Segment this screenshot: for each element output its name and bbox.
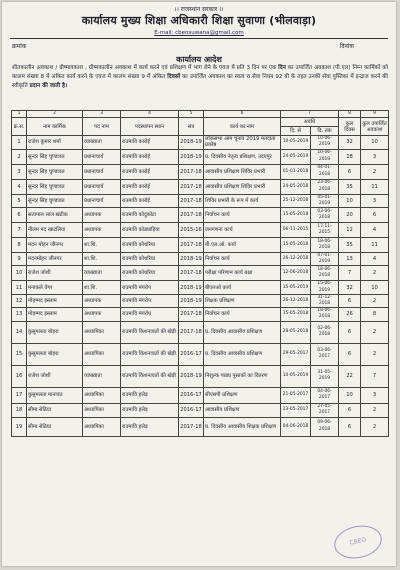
cell-school: राउमावि कारोई — [121, 194, 179, 207]
cell-to: 27-05-2017 — [311, 403, 339, 417]
cell-pl: 11 — [361, 179, 389, 194]
cell-sno: 4 — [12, 179, 27, 194]
cell-from: 24-05-2019 — [281, 149, 311, 164]
reference-date: दिनांक — [339, 43, 354, 50]
table-row — [12, 179, 389, 194]
cell-pl: 3 — [361, 194, 389, 207]
cell-post: अध्यापिका — [83, 321, 121, 343]
header-row — [12, 118, 389, 127]
cell-to: 09-06-2018 — [311, 417, 339, 436]
cell-to: 17-11-2015 — [311, 223, 339, 238]
paragraph-bold: दिन — [278, 65, 286, 71]
table-row — [12, 321, 389, 343]
header-name: नाम कार्मिक — [27, 118, 83, 136]
leave-table — [11, 110, 389, 437]
govt-header: ।। राजस्थान सरकार ।। — [174, 6, 224, 13]
reference-number: क्रमांक — [12, 43, 27, 50]
cell-from: 15-05-2018 — [281, 308, 311, 321]
table-row — [12, 136, 389, 149]
cell-pl: 4 — [361, 253, 389, 266]
cell-year: 2018-19 — [179, 365, 204, 387]
column-number-row — [12, 111, 389, 118]
header-days: कुल दिवस — [339, 118, 361, 136]
cell-work: प्र. दिवसीय आवासीय शिक्षक प्रशिक्षण — [204, 417, 281, 436]
table-row — [12, 281, 389, 294]
table-row — [12, 343, 389, 365]
cell-days: 26 — [339, 308, 361, 321]
cell-pl: 2 — [361, 294, 389, 307]
cell-sno: 15 — [12, 343, 27, 365]
cell-to: 10-06-2019 — [311, 149, 339, 164]
cell-sno: 12 — [12, 294, 27, 307]
cell-days: 6 — [339, 164, 361, 179]
cell-post: व्याख्याता — [83, 266, 121, 281]
cell-pl: 10 — [361, 281, 389, 294]
cell-school: राउमावि हलेड़ — [121, 417, 179, 436]
office-stamp: CBEO — [331, 521, 385, 562]
order-paragraph — [12, 64, 388, 92]
cell-sno: 7 — [12, 223, 27, 238]
cell-school: राउमावि हलेड़ — [121, 403, 179, 417]
cell-name: सीमा सेठिया — [27, 403, 83, 417]
cell-name: कुसुमलता बोहरा — [27, 343, 83, 365]
colnum-cell: 5 — [179, 111, 204, 118]
cell-school: राउमावि हलेड़ — [121, 387, 179, 403]
colnum-cell: 1 — [12, 111, 27, 118]
cell-name: सुन्दर सिंह चुण्डावत — [27, 194, 83, 207]
cell-days: 6 — [339, 294, 361, 307]
cell-from: 06-11-2015 — [281, 223, 311, 238]
cell-to: 03-06-2017 — [311, 343, 339, 365]
cell-school: राउमावि किशनावतों की खेड़ी — [121, 365, 179, 387]
cell-year: 2017-18 — [179, 164, 204, 179]
cell-days: 6 — [339, 343, 361, 365]
cell-work: सीएसपी प्रशिक्षण — [204, 387, 281, 403]
cell-to: 02-06-2018 — [311, 321, 339, 343]
cell-pl: 6 — [361, 208, 389, 223]
cell-name: सीमा सेठिया — [27, 417, 83, 436]
cell-year: 2018-19 — [179, 281, 204, 294]
cell-sno: 9 — [12, 253, 27, 266]
cell-post: प्रधानाचार्य — [83, 164, 121, 179]
cell-year: 2017-18 — [179, 238, 204, 253]
cell-work: जनगणना कार्य — [204, 223, 281, 238]
cell-days: 35 — [339, 238, 361, 253]
cell-from: 21-05-2017 — [281, 387, 311, 403]
cell-from: 10-05-2019 — [281, 136, 311, 149]
cell-sno: 16 — [12, 365, 27, 387]
cell-sno: 14 — [12, 321, 27, 343]
cell-year: 2017-18 — [179, 308, 204, 321]
cell-year: 2017-18 — [179, 208, 204, 223]
cell-pl: 2 — [361, 164, 389, 179]
cell-days: 32 — [339, 281, 361, 294]
cell-name: मदनमोहन जीनगर — [27, 253, 83, 266]
office-email: E-mail: cbeosuwana@gmail.com — [154, 30, 244, 36]
cell-year: 2016-17 — [179, 343, 204, 365]
cell-days: 6 — [339, 403, 361, 417]
cell-year: 2016-17 — [179, 387, 204, 403]
cell-name: राजेश जोशी — [27, 266, 83, 281]
cell-name: राजेश जोशी — [27, 365, 83, 387]
cell-name: मनाकले वेगर — [27, 281, 83, 294]
cell-sno: 1 — [12, 136, 27, 149]
cell-days: 10 — [339, 387, 361, 403]
colnum-cell: 8 — [339, 111, 361, 118]
table-row — [12, 149, 389, 164]
header-period: अवधि — [281, 118, 339, 127]
table-row — [12, 403, 389, 417]
cell-school: राउमावि कोथरिया — [121, 238, 179, 253]
paragraph-bold: प्रदान की जाती है। — [29, 83, 68, 90]
cell-sno: 6 — [12, 208, 27, 223]
cell-name: सुन्दर सिंह चुण्डावत — [27, 149, 83, 164]
cell-name: सुन्दर सिंह चुण्डावत — [27, 179, 83, 194]
table-row — [12, 238, 389, 253]
cell-work: प्र. दिवसीय नेतृत्व प्रशिक्षण, उदयपुर — [204, 149, 281, 164]
cell-from: 15-05-2018 — [281, 238, 311, 253]
cell-post: शा.शि. — [83, 253, 121, 266]
cell-school: राउमावि कारोई — [121, 164, 179, 179]
header-from: दि. से — [281, 127, 311, 136]
table-row — [12, 387, 389, 403]
cell-school: राउमावि कारोई — [121, 136, 179, 149]
cell-to: 18-06-2018 — [311, 238, 339, 253]
cell-work: बी.एल.ओ. कार्य — [204, 238, 281, 253]
cell-days: 20 — [339, 208, 361, 223]
cell-days: 13 — [339, 253, 361, 266]
cell-sno: 2 — [12, 149, 27, 164]
cell-days: 7 — [339, 266, 361, 281]
cell-work: प्र. दिवसीय आवासीय प्रशिक्षण — [204, 321, 281, 343]
cell-year: 2016-17 — [179, 403, 204, 417]
cell-work: निशुल्क पाठ्य पुस्तकों का वितरण — [204, 365, 281, 387]
header-divider — [10, 38, 388, 39]
cell-post: शा.शि. — [83, 238, 121, 253]
office-title: कार्यालय मुख्य शिक्षा अधिकारी शिक्षा सुवाणा (भीलवाड़ा) — [81, 14, 317, 27]
cell-school: राउमावि कोथरिया — [121, 253, 179, 266]
cell-work: निर्वाचन कार्य — [204, 208, 281, 223]
cell-from: 04-06-2018 — [281, 417, 311, 436]
header-sno: क्र.स. — [12, 118, 27, 136]
cell-name: मोहम्मद इस्लाम — [27, 308, 83, 321]
cell-from: 12-06-2018 — [281, 266, 311, 281]
cell-to: 05-01-2019 — [311, 194, 339, 207]
cell-to: 15-06-2019 — [311, 281, 339, 294]
cell-name: मोहम्मद इस्लाम — [27, 294, 83, 307]
cell-work: परीक्षा परिणाम कार्य बक्षा — [204, 266, 281, 281]
cell-year: 2017-18 — [179, 266, 204, 281]
table-row — [12, 294, 389, 307]
cell-name: राजेश कुमार शर्मा — [27, 136, 83, 149]
cell-pl: 3 — [361, 149, 389, 164]
cell-year: 2015-16 — [179, 223, 204, 238]
cell-name: सत्यपाल लाल खटीक — [27, 208, 83, 223]
cell-school: राउमावि कोथरिया — [121, 266, 179, 281]
colnum-cell: 9 — [361, 111, 389, 118]
cell-days: 22 — [339, 365, 361, 387]
cell-school: राउमावि कोठ्याड़िया — [121, 223, 179, 238]
paragraph-bold: दिवसों — [167, 74, 181, 81]
table-row — [12, 208, 389, 223]
colnum-cell: 3 — [83, 111, 121, 118]
header-to: दि. तक — [311, 127, 339, 136]
cell-post: प्रधानाचार्य — [83, 194, 121, 207]
cell-to: 18-06-2018 — [311, 266, 339, 281]
cell-work: निर्वाचन कार्य — [204, 308, 281, 321]
cell-sno: 18 — [12, 403, 27, 417]
cell-from: 15-05-2019 — [281, 281, 311, 294]
cell-pl: 2 — [361, 417, 389, 436]
cell-post: अध्यापिका — [83, 403, 121, 417]
paragraph-text: का उपार्जित अवकाश का स्वत्व रा.सेवा नियम 92 बी के तहत उनकी सेवा पुस्तिका में इन्द्राज करने की स्वीकृति — [12, 74, 389, 90]
cell-pl: 2 — [361, 343, 389, 365]
cell-work: शिविर प्रभारी के रूप में कार्य — [204, 194, 281, 207]
cell-post: प्रधानाचार्य — [83, 149, 121, 164]
cell-post: व्याख्याता — [83, 136, 121, 149]
cell-post: अध्यापिका — [83, 387, 121, 403]
header-work: कार्य का नाम — [204, 118, 281, 136]
cell-sno: 8 — [12, 238, 27, 253]
cell-to: 31-05-2019 — [311, 365, 339, 387]
table-row — [12, 365, 389, 387]
table-row — [12, 308, 389, 321]
paragraph-text: शीतकालीन अवकाश / ग्रीष्मावकाश , ग्रीष्मकालीन अवकाश में कार्य करने एवं प्रशिक्षण में भाग लेने के एवज में प्रति 3 दिन पर एक — [12, 65, 279, 71]
cell-from: 28-05-2018 — [281, 321, 311, 343]
colnum-cell: 6 — [204, 111, 281, 118]
cell-sno: 17 — [12, 387, 27, 403]
cell-pl: 2 — [361, 321, 389, 343]
cell-to: 23-06-2018 — [311, 179, 339, 194]
cell-work: शिक्षक प्रशिक्षण — [204, 294, 281, 307]
table-row — [12, 223, 389, 238]
cell-year: 2017-18 — [179, 417, 204, 436]
cell-days: 32 — [339, 136, 361, 149]
cell-school: राउमावि मंगरोप — [121, 294, 179, 307]
cell-from: 26-12-2018 — [281, 294, 311, 307]
cell-post: अध्यापक — [83, 223, 121, 238]
cell-from: 23-05-2017 — [281, 403, 311, 417]
table-row — [12, 417, 389, 436]
cell-to: 18-06-2018 — [311, 308, 339, 321]
cell-from: 26-12-2018 — [281, 253, 311, 266]
header-pl: कुल उपार्जित अवकाश — [361, 118, 389, 136]
cell-from: 10-05-2019 — [281, 365, 311, 387]
cell-school: राउमावि मंगरोप — [121, 281, 179, 294]
cell-year: 2018-19 — [179, 253, 204, 266]
cell-from: 01-01-2018 — [281, 164, 311, 179]
table-row — [12, 266, 389, 281]
colnum-cell: 2 — [27, 111, 83, 118]
cell-from: 25-12-2018 — [281, 194, 311, 207]
header-year: सत्र — [179, 118, 204, 136]
cell-work: आवासीय प्रशिक्षण शिविर प्रभारी — [204, 164, 281, 179]
table-row — [12, 253, 389, 266]
table-row — [12, 164, 389, 179]
cell-school: राउमावि किशनावतों की खेड़ी — [121, 343, 179, 365]
cell-work: लोकसभा आम चुनाव 2019 मतदाता प्रकोष्ठ — [204, 136, 281, 149]
cell-from: 29-05-2017 — [281, 343, 311, 365]
cell-school: राउमावि किशनावतों की खेड़ी — [121, 321, 179, 343]
order-document — [2, 2, 396, 566]
cell-pl: 3 — [361, 387, 389, 403]
cell-pl: 2 — [361, 403, 389, 417]
colnum-cell: 7 — [281, 111, 339, 118]
paragraph-text: का उपार्जित अवकाश (पी.एल) निम्न कार्मिकों को कालम संख्या 8 में अंकित कार्य करने के एवज में कालम संख्या 9 में अंकित — [12, 65, 388, 81]
cell-name: सुन्दर सिंह चुण्डावत — [27, 164, 83, 179]
cell-post: अध्यापिका — [83, 343, 121, 365]
cell-pl: 11 — [361, 238, 389, 253]
cell-pl: 8 — [361, 308, 389, 321]
cell-year: 2018-19 — [179, 294, 204, 307]
cell-year: 2018-19 — [179, 136, 204, 149]
cell-days: 10 — [339, 194, 361, 207]
cell-to: 07-01-2019 — [311, 253, 339, 266]
cell-year: 2017-18 — [179, 179, 204, 194]
cell-days: 35 — [339, 179, 361, 194]
cell-sno: 19 — [12, 417, 27, 436]
cell-post: अध्यापिका — [83, 417, 121, 436]
cell-school: राउमावि मंगरोप — [121, 308, 179, 321]
table-row — [12, 194, 389, 207]
cell-pl: 4 — [361, 223, 389, 238]
cell-school: राउमावि कारोई — [121, 179, 179, 194]
cell-post: व्याख्याता — [83, 365, 121, 387]
cell-sno: 5 — [12, 194, 27, 207]
cell-to: 03-06-2018 — [311, 208, 339, 223]
cell-days: 6 — [339, 321, 361, 343]
cell-school: राउमावि कारोई — [121, 149, 179, 164]
header-post: पद नाम — [83, 118, 121, 136]
cell-days: 6 — [339, 417, 361, 436]
cell-from: 24-05-2018 — [281, 179, 311, 194]
cell-work: आवासीय प्रशिक्षण शिविर प्रभारी — [204, 179, 281, 194]
order-title: कार्यालय आदेश — [176, 55, 222, 64]
cell-sno: 13 — [12, 308, 27, 321]
cell-to: 04-06-2017 — [311, 387, 339, 403]
cell-pl: 2 — [361, 266, 389, 281]
cell-work: प्र. दिवसीय आवासीय प्रशिक्षण — [204, 343, 281, 365]
cell-sno: 10 — [12, 266, 27, 281]
cell-pl: 7 — [361, 365, 389, 387]
cell-year: 2017-18 — [179, 194, 204, 207]
cell-work: आवासीय प्रशिक्षण — [204, 403, 281, 417]
cell-work: निर्वाचन कार्य — [204, 253, 281, 266]
cell-from: 15-05-2018 — [281, 208, 311, 223]
colnum-cell: 4 — [121, 111, 179, 118]
cell-days: 12 — [339, 223, 361, 238]
cell-post: अध्यापक — [83, 294, 121, 307]
cell-school: राउमावि कोदुकोटा — [121, 208, 179, 223]
cell-to: 10-06-2019 — [311, 136, 339, 149]
cell-post: प्रधानाचार्य — [83, 179, 121, 194]
header-school: पदस्थापन स्थान — [121, 118, 179, 136]
cell-post: शा.शि. — [83, 281, 121, 294]
cell-post: अध्यापक — [83, 308, 121, 321]
cell-to: 31-12-2018 — [311, 294, 339, 307]
cell-days: 18 — [339, 149, 361, 164]
cell-name: कुसुमलता मानावत — [27, 387, 83, 403]
cell-post: अध्यापक — [83, 208, 121, 223]
cell-year: 2017-18 — [179, 321, 204, 343]
cell-sno: 3 — [12, 164, 27, 179]
cell-to: 04-01-2018 — [311, 164, 339, 179]
cell-sno: 11 — [12, 281, 27, 294]
cell-name: कुसुमलता बोहरा — [27, 321, 83, 343]
cell-pl: 10 — [361, 136, 389, 149]
cell-name: मदन मोहन जीनगर — [27, 238, 83, 253]
cell-work: बीएलओ कार्य — [204, 281, 281, 294]
cell-year: 2018-19 — [179, 149, 204, 164]
cell-name: नीलम पद खाटलिया — [27, 223, 83, 238]
